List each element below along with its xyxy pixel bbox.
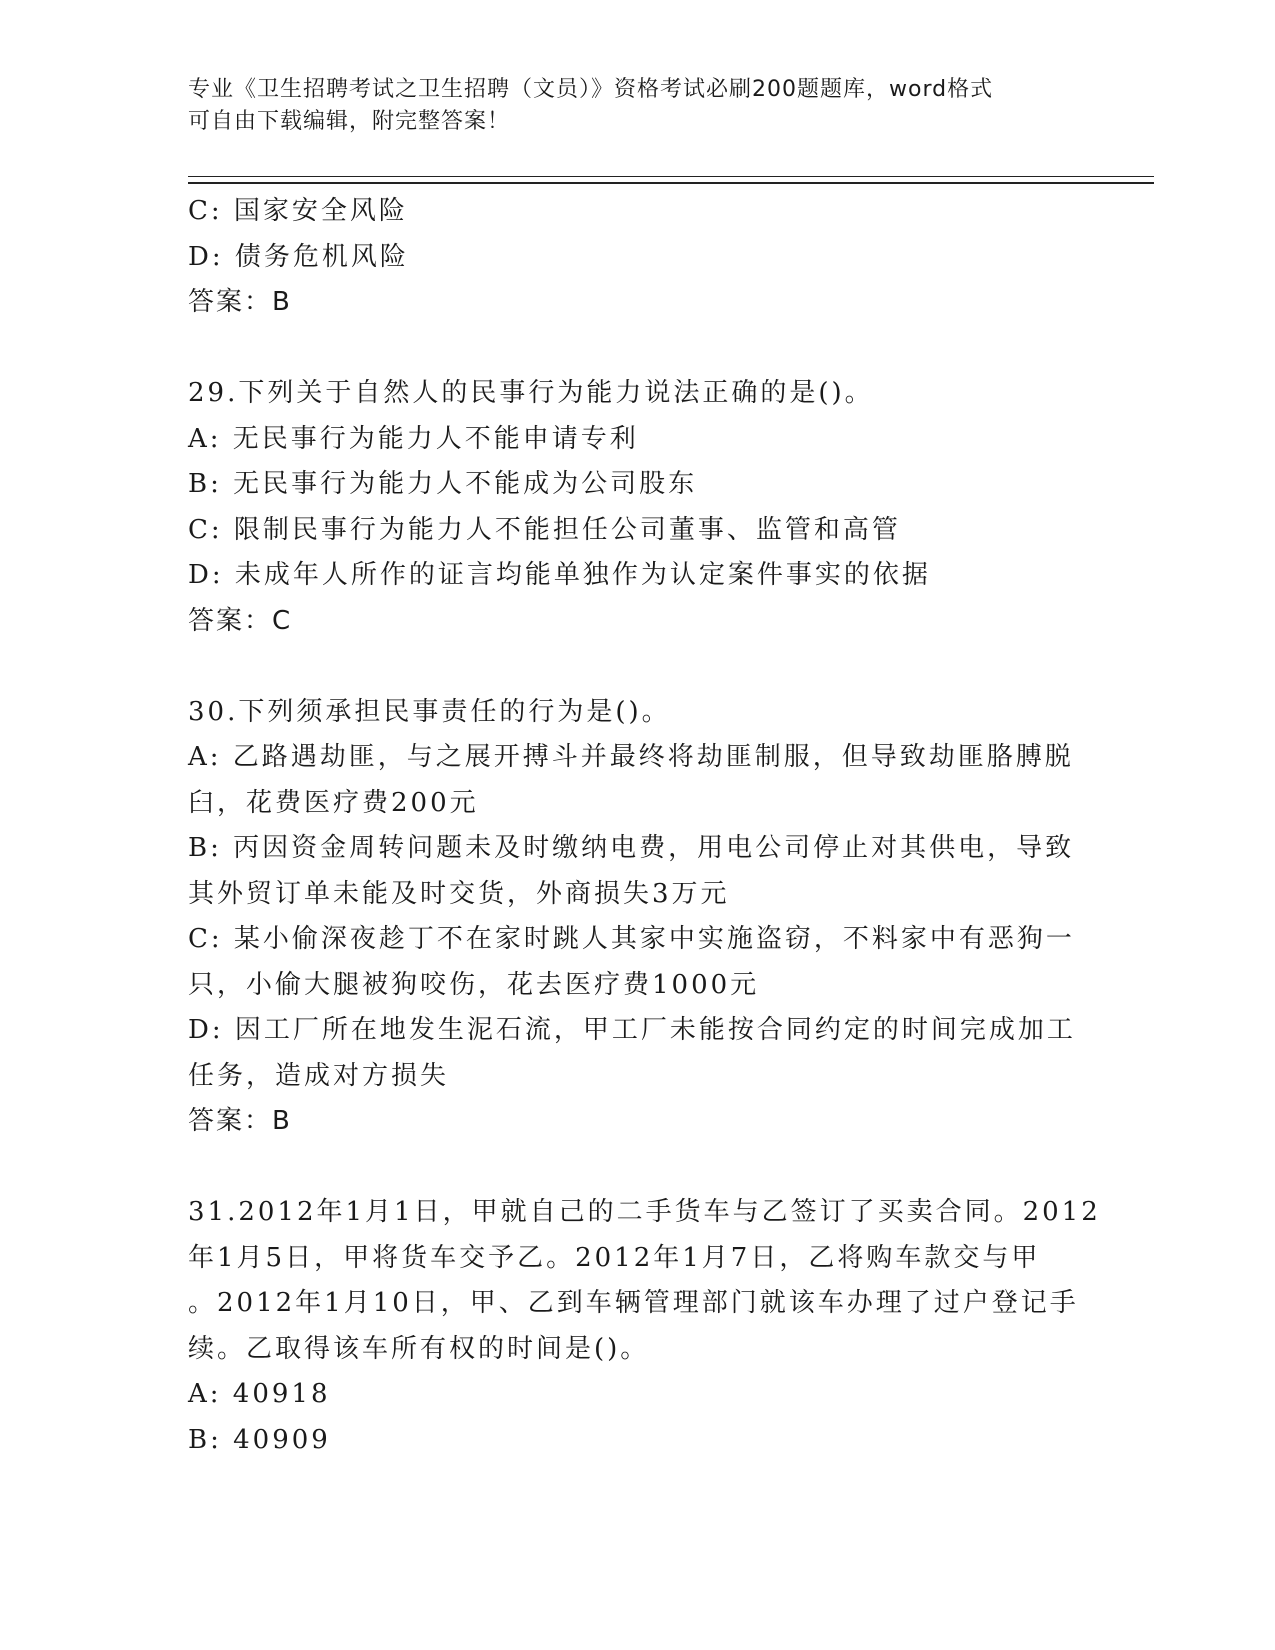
spacer xyxy=(188,644,1088,690)
spacer xyxy=(188,1145,1088,1191)
option-d-line-1: D: 因工厂所在地发生泥石流，甲工厂未能按合同约定的时间完成加工 xyxy=(188,1015,1076,1045)
option-d: D: 债务危机风险 xyxy=(188,241,409,272)
question-text-line-4: 续。乙取得该车所有权的时间是()。 xyxy=(188,1333,650,1364)
question-30 xyxy=(188,690,1088,1145)
option-b-line-1: B: 丙因资金周转问题未及时缴纳电费，用电公司停止对其供电，导致 xyxy=(188,833,1075,863)
header-rule-thin xyxy=(188,176,1154,177)
header-rule-thick xyxy=(188,182,1154,184)
question-text-line-2: 年1月5日，甲将货车交予乙。2012年1月7日，乙将购车款交与甲 xyxy=(188,1242,1041,1273)
option-a: A: 无民事行为能力人不能申请专利 xyxy=(188,423,639,454)
option-b: B: 40909 xyxy=(188,1424,331,1455)
option-d: D: 未成年人所作的证言均能单独作为认定案件事实的依据 xyxy=(188,560,931,590)
option-c: C: 限制民事行为能力人不能担任公司董事、监管和高管 xyxy=(188,514,901,545)
question-text: 29.下列关于自然人的民事行为能力说法正确的是()。 xyxy=(188,378,874,408)
option-d-line-2: 任务，造成对方损失 xyxy=(188,1060,450,1091)
spacer xyxy=(188,326,1088,372)
option-b-line-2: 其外贸订单未能及时交货，外商损失3万元 xyxy=(188,878,730,909)
document-header xyxy=(188,74,1068,138)
option-b: B: 无民事行为能力人不能成为公司股东 xyxy=(188,469,698,499)
option-c: C: 国家安全风险 xyxy=(188,196,408,226)
question-29 xyxy=(188,371,1088,644)
question-text-line-3: 。2012年1月10日，甲、乙到车辆管理部门就该车办理了过户登记手 xyxy=(188,1288,1079,1318)
option-a: A: 40918 xyxy=(188,1379,331,1409)
option-c-line-1: C: 某小偷深夜趁丁不在家时跳人其家中实施盗窃，不料家中有恶狗一 xyxy=(188,924,1075,954)
question-28-tail xyxy=(188,189,1088,326)
header-line-2: 可自由下载编辑，附完整答案！ xyxy=(188,109,511,134)
question-content xyxy=(188,189,1101,1463)
option-c-line-2: 只，小偷大腿被狗咬伤，花去医疗费1000元 xyxy=(188,969,760,1000)
question-31 xyxy=(188,1190,1101,1463)
question-text-line-1: 31.2012年1月1日，甲就自己的二手货车与乙签订了买卖合同。2012 xyxy=(188,1197,1101,1227)
answer: 答案：B xyxy=(188,1106,292,1136)
option-a-line-2: 臼，花费医疗费200元 xyxy=(188,787,479,818)
question-text: 30.下列须承担民事责任的行为是()。 xyxy=(188,696,671,727)
option-a-line-1: A: 乙路遇劫匪，与之展开搏斗并最终将劫匪制服，但导致劫匪胳膊脱 xyxy=(188,742,1074,772)
answer: 答案：C xyxy=(188,605,293,636)
answer: 答案：B xyxy=(188,287,292,317)
header-line-1: 专业《卫生招聘考试之卫生招聘（文员）》资格考试必刷200题题库，word格式 xyxy=(188,77,994,102)
